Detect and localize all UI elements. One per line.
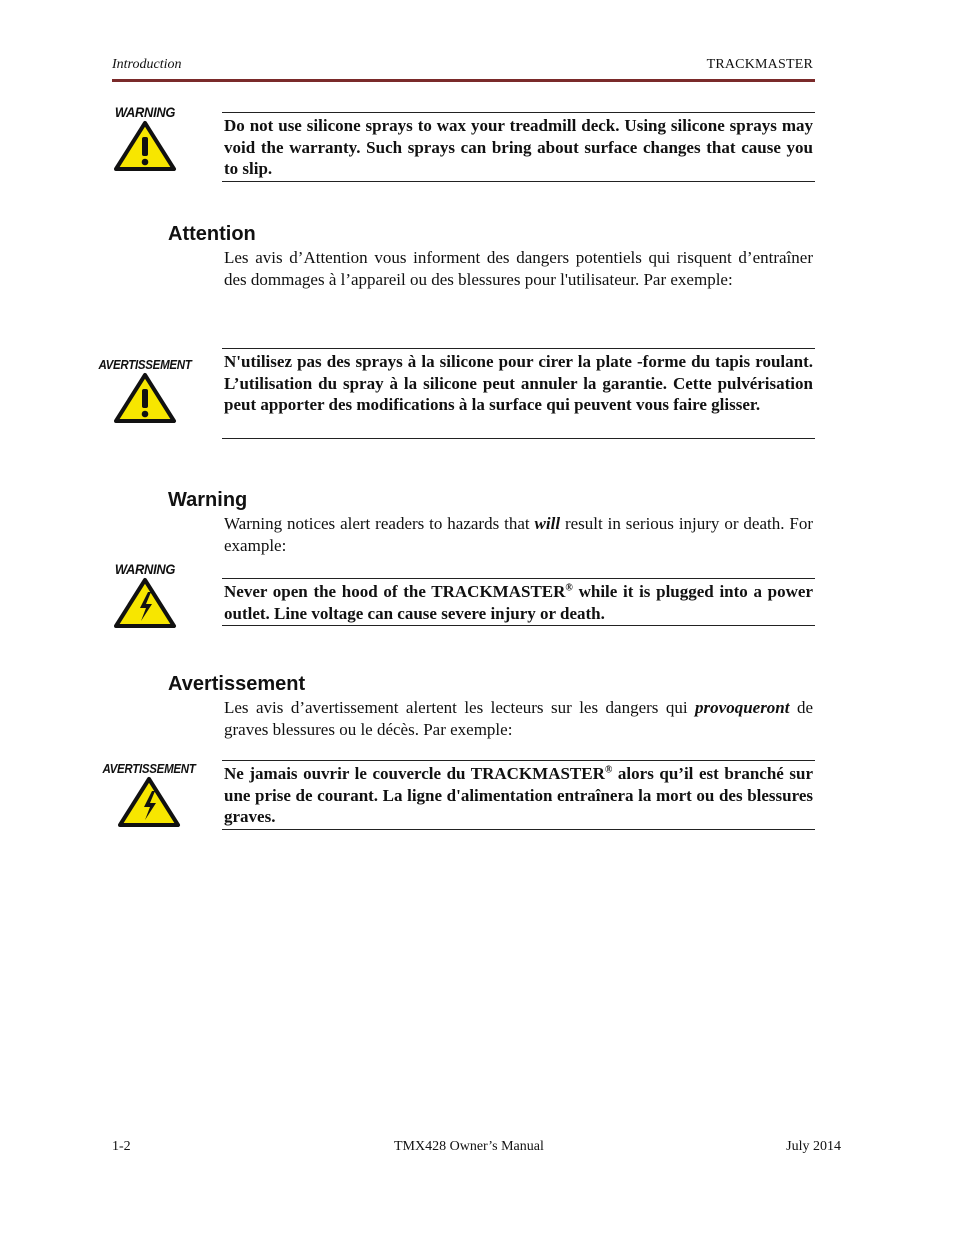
warning-heading: Warning <box>168 489 248 511</box>
exclamation-warning-icon <box>113 372 177 424</box>
avert-box2-before: Ne jamais ouvrir le couvercle du TRACKMASTER <box>224 764 605 783</box>
avertissement-text-after: de graves blessures ou le décès. Par exemple: <box>224 698 813 739</box>
warning-box2-before: Never open the hood of the TRACKMASTER <box>224 582 566 601</box>
electrical-hazard-icon <box>113 577 177 629</box>
footer-date: July 2014 <box>786 1139 841 1154</box>
avertissement-label: AVERTISSEMENT <box>102 762 196 776</box>
electrical-hazard-icon <box>117 776 181 828</box>
avertissement-text-before: Les avis d’avertissement alertent les lecteurs sur les dangers qui <box>224 698 696 717</box>
header-brand: TRACKMASTER <box>706 57 813 72</box>
footer-title: TMX428 Owner’s Manual <box>394 1139 544 1154</box>
exclamation-warning-icon <box>113 120 177 172</box>
warning-box-silicone <box>222 112 815 182</box>
warning-text <box>224 513 813 556</box>
warning-sign <box>90 104 200 177</box>
warning-label: WARNING <box>114 104 176 120</box>
avertissement-box-text: N'utilisez pas des sprays à la silicone pour cirer la plate -forme du tapis roulant. L’utilisation du spray à la silicone peut annuler la garantie. Cette pulvérisation peut apporter des modifications à la surface qui peuvent vous faire glisser. <box>224 352 813 414</box>
warning-box-hood <box>222 578 815 626</box>
footer-page-number: 1-2 <box>112 1139 131 1154</box>
warning-box-text: Do not use silicone sprays to wax your treadmill deck. Using silicone sprays may void the warranty. Such sprays can bring about surface changes that cause you to slip. <box>224 116 813 178</box>
attention-text: Les avis d’Attention vous informent des dangers potentiels qui risquent d’entraîner des dommages à l’appareil ou des blessures pour l'utilisateur. Par exemple: <box>224 248 813 289</box>
avertissement-box-silicone <box>222 348 815 439</box>
electrical-warning-sign <box>90 561 200 634</box>
warning-label: WARNING <box>114 561 176 577</box>
avertissement-heading: Avertissement <box>168 673 306 695</box>
avertissement-text <box>224 697 813 740</box>
header-rule <box>112 79 815 82</box>
registered-mark: ® <box>604 764 613 776</box>
avertissement-label: AVERTISSEMENT <box>98 358 192 372</box>
avertissement-box-hood <box>222 760 815 830</box>
header-section: Introduction <box>112 57 182 72</box>
avertissement-text-emph: provoqueront <box>695 698 790 717</box>
warning-text-before: Warning notices alert readers to hazards that <box>224 514 535 533</box>
electrical-avertissement-sign <box>94 762 204 833</box>
warning-text-emph: will <box>534 514 561 533</box>
warning-box2-after: while it is plugged into a power outlet. Line voltage can cause severe injury or death. <box>224 582 813 623</box>
warning-text-after: result in serious injury or death. For example: <box>224 514 813 555</box>
avert-box2-after: alors qu’il est branché sur une prise de courant. La ligne d'alimentation entraînera la mort ou des blessures graves. <box>224 764 813 826</box>
attention-heading: Attention <box>168 223 256 245</box>
registered-mark: ® <box>565 582 573 594</box>
avertissement-sign <box>90 358 200 429</box>
